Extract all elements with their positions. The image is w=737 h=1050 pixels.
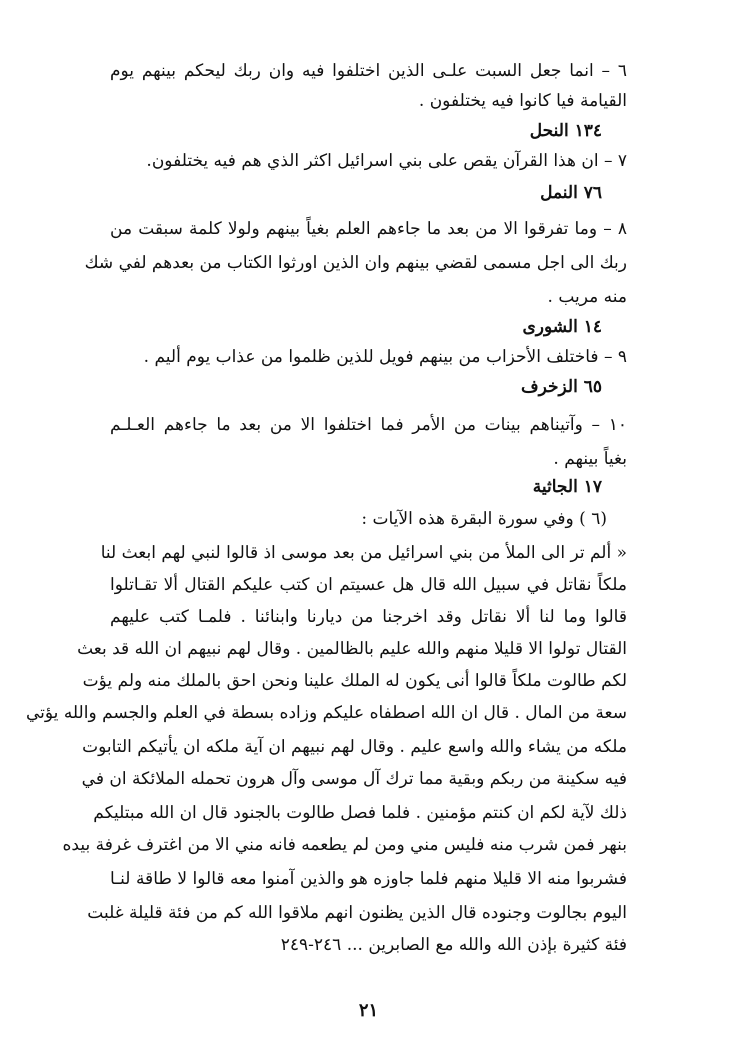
text-line: بغياً بينهم . bbox=[553, 449, 627, 469]
text-line: ٦ – انما جعل السبت علـى الذين اختلفوا فيه وان ربك ليحكم بينهم يوم bbox=[110, 61, 627, 81]
text-line: ٩ – فاختلف الأحزاب من بينهم فويل للذين ظلموا من عذاب يوم أليم . bbox=[143, 347, 627, 367]
text-line: فيه سكينة من ربكم وبقية مما ترك آل موسى وآل هرون تحمله الملائكة ان في bbox=[81, 769, 627, 789]
text-line: القتال تولوا الا قليلا منهم والله عليم بالظالمين . وقال لهم نبيهم ان الله قد بعث bbox=[77, 639, 627, 659]
sura-reference: ٧٦ النمل bbox=[540, 183, 602, 203]
sura-reference: ٦٥ الزخرف bbox=[521, 377, 602, 397]
text-line: سعة من المال . قال ان الله اصطفاه عليكم وزاده بسطة في العلم والجسم والله يؤتي bbox=[26, 703, 627, 723]
text-line: ٨ – وما تفرقوا الا من بعد ما جاءهم العلم بغياً بينهم ولولا كلمة سبقت من bbox=[110, 219, 627, 239]
text-line: ربك الى اجل مسمى لقضي بينهم وان الذين اورثوا الكتاب من بعدهم لفي شك bbox=[84, 253, 627, 273]
sura-reference: ١٧ الجاثية bbox=[532, 477, 602, 497]
text-line: ملكه من يشاء والله واسع عليم . وقال لهم نبيهم ان آية ملكه ان يأتيكم التابوت bbox=[82, 737, 627, 757]
text-line: ملكاً نقاتل في سبيل الله قال هل عسيتم ان كتب عليكم القتال ألا تقـاتلوا bbox=[110, 575, 627, 595]
text-line: لكم طالوت ملكاً قالوا أنى يكون له الملك علينا ونحن احق بالملك منه ولم يؤت bbox=[82, 671, 627, 691]
text-line: « ألم تر الى الملأ من بني اسرائيل من بعد موسى اذ قالوا لنبي لهم ابعث لنا bbox=[100, 543, 627, 563]
sura-reference: ١٣٤ النحل bbox=[529, 121, 602, 141]
text-line: القيامة فيا كانوا فيه يختلفون . bbox=[418, 91, 627, 111]
text-line: منه مريب . bbox=[547, 287, 627, 307]
text-line: قالوا وما لنا ألا نقاتل وقد اخرجنا من ديارنا وابنائنا . فلمـا كتب عليهم bbox=[110, 607, 627, 627]
sura-reference: ١٤ الشورى bbox=[522, 317, 602, 337]
text-line: ١٠ – وآتيناهم بينات من الأمر فما اختلفوا الا من بعد ما جاءهم العـلـم bbox=[110, 415, 627, 435]
text-line: فشربوا منه الا قليلا منهم فلما جاوزه هو والذين آمنوا معه قالوا لا طاقة لنـا bbox=[110, 869, 627, 889]
text-line: اليوم بجالوت وجنوده قال الذين يظنون انهم ملاقوا الله كم من فئة قليلة غلبت bbox=[87, 903, 627, 923]
text-line: بنهر فمن شرب منه فليس مني ومن لم يطعمه فانه مني الا من اغترف غرفة بيده bbox=[62, 835, 627, 855]
text-line: فئة كثيرة بإذن الله والله مع الصابرين ... ٢٤٦-٢٤٩ bbox=[280, 935, 627, 955]
text-line: ذلك لآية لكم ان كنتم مؤمنين . فلما فصل طالوت بالجنود قال ان الله مبتليكم bbox=[93, 803, 627, 823]
section-heading: (٦ ) وفي سورة البقرة هذه الآيات : bbox=[361, 509, 607, 529]
page-number: ٢١ bbox=[358, 1000, 379, 1021]
text-line: ٧ – ان هذا القرآن يقص على بني اسرائيل اكثر الذي هم فيه يختلفون. bbox=[146, 151, 627, 171]
